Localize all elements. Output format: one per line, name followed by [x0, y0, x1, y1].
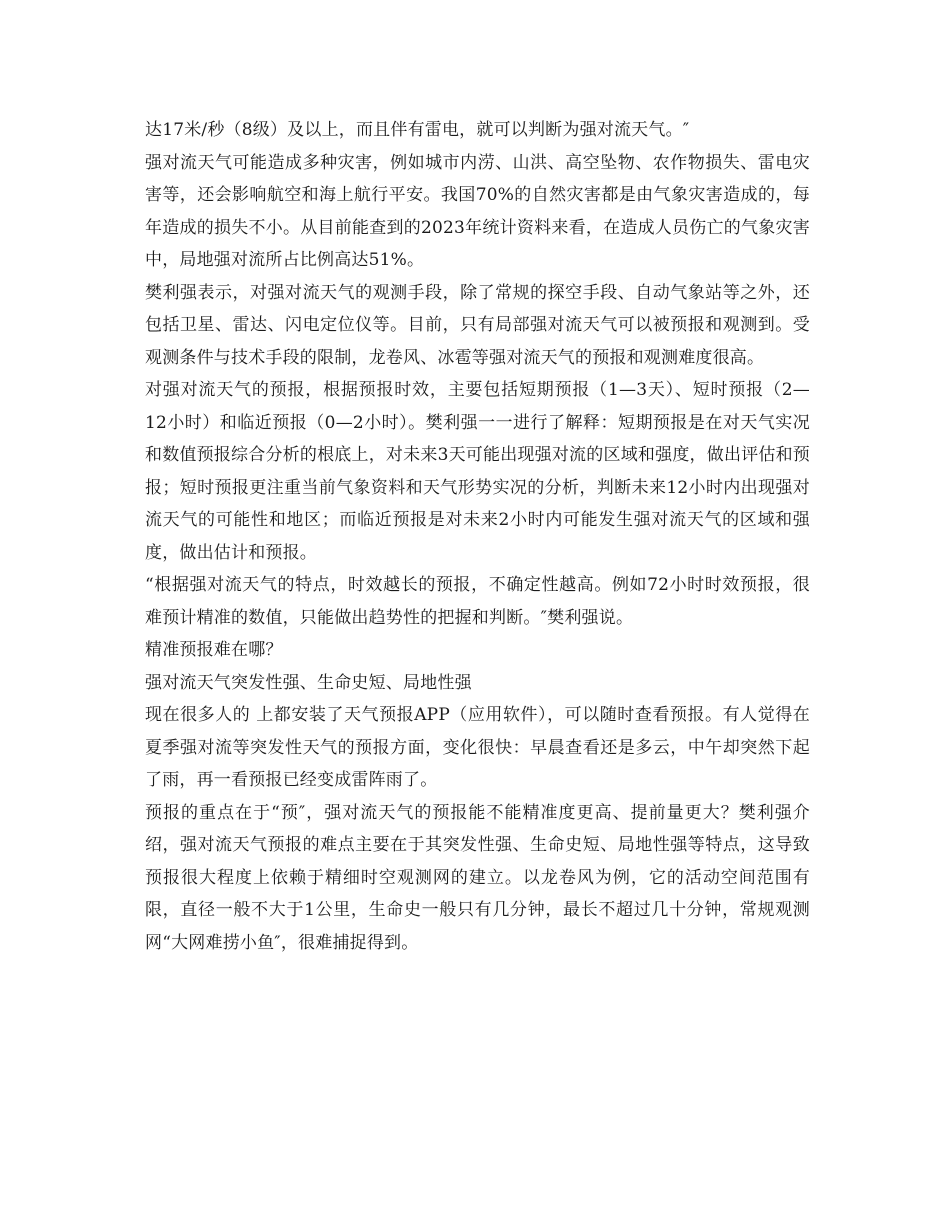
section-heading-difficulty: 精准预报难在哪？: [145, 640, 283, 660]
paragraph-forecast-types: 对强对流天气的预报，根据预报时效，主要包括短期预报（1—3天）、短时预报（2—12小时）和临近预报（0—2小时）。樊利强一一进行了解释：短期预报是在对天气实况和数值预报综合分析的根底上，对未来3天可能出现强对流的区域和强度，做出评估和预报；短时预报更注重当前气象资料和天气形势实况的分析，判断未来12小时内出现强对流天气的可能性和地区；而临近预报是对未来2小时内可能发生强对流天气的区域和强度，做出估计和预报。: [145, 380, 810, 563]
paragraph-disaster-impact: 强对流天气可能造成多种灾害，例如城市内涝、山洪、高空坠物、农作物损失、雷电灾害等，还会影响航空和海上航行平安。我国70%的自然灾害都是由气象灾害造成的，每年造成的损失不小。从目前能查到的2023年统计资料来看，在造成人员伤亡的气象灾害中，局地强对流所占比例高达51%。: [145, 152, 810, 270]
paragraph-forecast-difficulty: 预报的重点在于“预″，强对流天气的预报能不能精准度更高、提前量更大？樊利强介绍，强对流天气预报的难点主要在于其突发性强、生命史短、局地性强等特点，这导致预报很大程度上依赖于精细时空观测网的建立。以龙卷风为例，它的活动空间范围有限，直径一般不大于1公里，生命史一般只有几分钟，最长不超过几十分钟，常规观测网“大网难捞小鱼″，很难捕捉得到。: [145, 802, 810, 953]
paragraph-wind-criteria: 达17米/秒（8级）及以上，而且伴有雷电，就可以判断为强对流天气。″: [145, 120, 690, 140]
section-subheading-characteristics: 强对流天气突发性强、生命史短、局地性强: [145, 672, 472, 693]
document-body: [145, 114, 810, 959]
paragraph-quote-uncertainty: “根据强对流天气的特点，时效越长的预报，不确定性越高。例如72小时时效预报，很难预计精准的数值，只能做出趋势性的把握和判断。″樊利强说。: [145, 575, 810, 628]
paragraph-observation-methods: 樊利强表示，对强对流天气的观测手段，除了常规的探空手段、自动气象站等之外，还包括卫星、雷达、闪电定位仪等。目前，只有局部强对流天气可以被预报和观测到。受观测条件与技术手段的限制，龙卷风、冰雹等强对流天气的预报和观测难度很高。: [145, 282, 810, 368]
paragraph-weather-app: 现在很多人的 上都安装了天气预报APP（应用软件），可以随时查看预报。有人觉得在夏季强对流等突发性天气的预报方面，变化很快：早晨查看还是多云，中午却突然下起了雨，再一看预报已经变成雷阵雨了。: [145, 705, 810, 790]
